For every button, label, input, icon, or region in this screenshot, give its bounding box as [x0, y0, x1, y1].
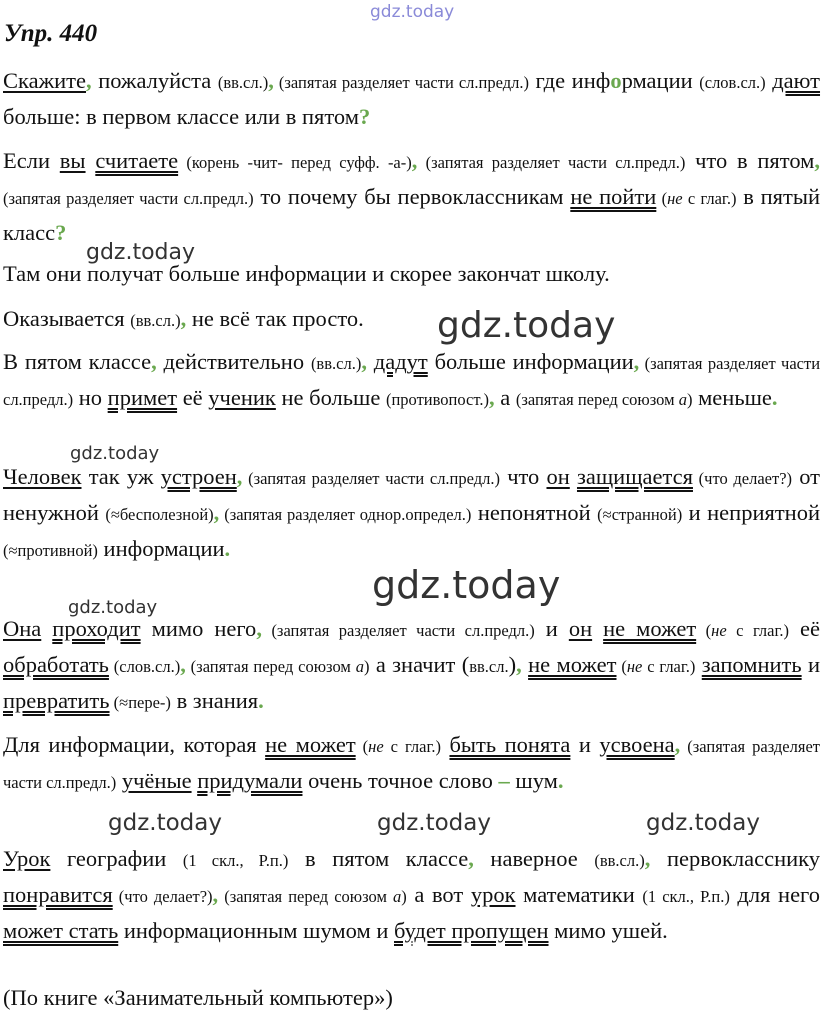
- comma-mark: ,: [213, 500, 220, 525]
- note: (≈противной): [3, 541, 98, 560]
- text: не всё так просто: [186, 306, 359, 331]
- note: (: [355, 737, 369, 756]
- watermark: gdz.today: [68, 597, 158, 618]
- period-mark: .: [557, 768, 564, 793]
- comma-mark: ,: [674, 732, 681, 757]
- text: непонятной: [471, 500, 598, 525]
- word: Скажите: [3, 68, 86, 93]
- subject: вы: [59, 148, 86, 173]
- note: (слов.сл.): [108, 657, 181, 676]
- text: меньше: [692, 385, 772, 410]
- text: мимо него: [140, 616, 257, 641]
- note: с глаг.): [383, 737, 441, 756]
- note: (что делает?): [692, 469, 793, 488]
- note: не: [711, 621, 727, 640]
- comma-mark: ,: [814, 148, 820, 173]
- note: (1 скл., Р.п.): [182, 851, 289, 870]
- comma-mark: ,: [633, 349, 640, 374]
- comma-mark: ,: [212, 882, 219, 907]
- note: (≈странной): [597, 505, 683, 524]
- text: действительно: [156, 349, 311, 374]
- comma-mark: ,: [516, 652, 522, 677]
- comma-mark: ,: [361, 349, 367, 374]
- watermark: gdz.today: [437, 305, 616, 346]
- predicate: не может: [603, 616, 697, 641]
- text: информационным шумом и: [118, 918, 394, 943]
- letter-mark: о: [610, 68, 622, 93]
- comma-mark: ,: [268, 68, 274, 93]
- dash-mark: –: [498, 768, 510, 793]
- text: В пятом классе: [3, 349, 152, 374]
- predicate: придумали: [197, 768, 303, 793]
- note: (запятая перед союзом: [515, 390, 679, 409]
- paragraph-3: Там они получат больше информации и скорее закончат школу.: [3, 261, 610, 286]
- note: (вв.сл.): [217, 73, 269, 92]
- note: (вв.сл.): [594, 851, 645, 870]
- comma-mark: ,: [86, 68, 92, 93]
- paragraph-9: [3, 842, 820, 948]
- watermark: gdz.today: [70, 443, 160, 464]
- note: а: [393, 887, 402, 906]
- text: в пятом классе: [288, 846, 469, 871]
- text: но: [73, 385, 108, 410]
- note: (запятая разделяет части сл.предл.): [417, 153, 686, 172]
- space: [86, 148, 96, 173]
- text: её: [789, 616, 820, 641]
- text: Если: [3, 148, 60, 173]
- note: (запятая разделяет части сл.предл.): [3, 354, 821, 409]
- paragraph-8: [3, 728, 820, 800]
- paragraph-7: [3, 612, 820, 720]
- subject: ученик: [208, 385, 276, 410]
- subject: Она: [3, 616, 42, 641]
- predicate: превратить: [3, 688, 110, 713]
- paragraph-2: [3, 144, 820, 250]
- text: Оказывается: [3, 306, 131, 331]
- note: а: [678, 390, 687, 409]
- note: (запятая перед союзом: [218, 887, 394, 906]
- text: для него: [729, 882, 820, 907]
- text: шум: [509, 768, 558, 793]
- note: (1 скл., Р.п.): [642, 887, 730, 906]
- note: (: [696, 621, 712, 640]
- text: наверное: [473, 846, 595, 871]
- predicate: дают: [772, 68, 821, 93]
- text: что в пятом: [685, 148, 815, 173]
- note: (что делает?): [112, 887, 213, 906]
- subject: он: [546, 464, 570, 489]
- question-mark: ?: [55, 220, 67, 245]
- predicate: быть понята: [449, 732, 571, 757]
- subject: Человек: [3, 464, 82, 489]
- text: ): [508, 652, 517, 677]
- paragraph-5: [3, 345, 820, 417]
- note: (≈бесполезной): [105, 505, 214, 524]
- note: (вв.сл.): [130, 311, 181, 330]
- watermark: gdz.today: [646, 810, 760, 836]
- text: больше информации: [427, 349, 634, 374]
- predicate: считаете: [95, 148, 179, 173]
- period-mark: .: [224, 536, 231, 561]
- subject: урок: [470, 882, 516, 907]
- period: .: [358, 306, 364, 331]
- text: пожалуйста: [91, 68, 218, 93]
- question-mark: ?: [358, 104, 371, 129]
- text: где инф: [528, 68, 611, 93]
- note: ): [401, 887, 407, 906]
- note: а: [355, 657, 364, 676]
- paragraph-4: [3, 302, 820, 338]
- note: с глаг.): [726, 621, 790, 640]
- watermark: gdz.today: [372, 563, 561, 607]
- note: с глаг.): [682, 189, 737, 208]
- exercise-title: Упр. 440: [4, 20, 98, 47]
- text: первокласснику: [650, 846, 821, 871]
- note: (запятая разделяет однор.определ.): [219, 505, 472, 524]
- text: больше: в первом классе или в пятом: [3, 104, 359, 129]
- text: не больше: [275, 385, 386, 410]
- paragraph-1: [3, 64, 820, 134]
- text: и: [570, 732, 600, 757]
- subject: учёные: [121, 768, 192, 793]
- subject: он: [568, 616, 593, 641]
- text: и: [534, 616, 569, 641]
- text: информации: [97, 536, 225, 561]
- comma-mark: ,: [644, 846, 651, 871]
- text: то почему бы первоклассникам: [253, 184, 571, 209]
- note: не: [626, 657, 643, 676]
- predicate: проходит: [52, 616, 141, 641]
- note: (запятая разделяет части сл.предл.): [273, 73, 529, 92]
- space: [41, 616, 52, 641]
- space: [570, 464, 577, 489]
- text: географии: [50, 846, 183, 871]
- text: её: [177, 385, 209, 410]
- note: ): [686, 390, 693, 409]
- predicate: не может: [528, 652, 617, 677]
- note: (запятая разделяет части сл.предл.): [3, 189, 254, 208]
- predicate: запомнить: [701, 652, 802, 677]
- text: в знания: [170, 688, 259, 713]
- comma-mark: ,: [236, 464, 243, 489]
- predicate: устроен: [160, 464, 237, 489]
- note: (противопост.): [385, 390, 489, 409]
- watermark: gdz.today: [377, 810, 491, 836]
- text: а: [494, 385, 516, 410]
- subject: Урок: [3, 846, 51, 871]
- predicate: может стать: [3, 918, 119, 943]
- text: очень точное слово: [302, 768, 499, 793]
- text: что: [500, 464, 547, 489]
- period-mark: .: [258, 688, 264, 713]
- text: Для информации, которая: [3, 732, 266, 757]
- predicate: обработать: [3, 652, 109, 677]
- watermark: gdz.today: [108, 810, 222, 836]
- text: и неприятной: [682, 500, 821, 525]
- note: (корень -чит- перед суфф. -а-): [178, 153, 412, 172]
- note: (: [656, 189, 668, 208]
- predicate: понравится: [3, 882, 113, 907]
- text: и: [801, 652, 821, 677]
- watermark: gdz.today: [86, 240, 196, 265]
- comma-mark: ,: [151, 349, 157, 374]
- comma-mark: ,: [411, 148, 418, 173]
- space: [592, 616, 603, 641]
- predicate: не может: [265, 732, 356, 757]
- predicate: будет пропущен: [394, 918, 549, 943]
- text: а вот: [406, 882, 471, 907]
- comma-mark: ,: [180, 652, 186, 677]
- note: (≈пере-): [109, 693, 171, 712]
- text: математики: [515, 882, 643, 907]
- note: (запятая разделяет части сл.предл.): [261, 621, 535, 640]
- note: не: [368, 737, 384, 756]
- watermark-top: gdz.today: [370, 2, 455, 22]
- period-mark: .: [771, 385, 778, 410]
- text: так уж: [81, 464, 161, 489]
- note: (: [616, 657, 627, 676]
- note: ): [363, 657, 370, 676]
- source-citation: (По книге «Занимательный компьютер»): [3, 985, 393, 1010]
- paragraph-6: [3, 460, 820, 568]
- text: от ненужной: [3, 464, 820, 525]
- note: не: [667, 189, 683, 208]
- note: (запятая разделяет части сл.предл.): [242, 469, 500, 488]
- predicate: не пойти: [570, 184, 657, 209]
- note: вв.сл.: [469, 657, 509, 676]
- predicate: усвоена: [599, 732, 675, 757]
- comma-mark: ,: [180, 306, 187, 331]
- note: (запятая перед союзом: [185, 657, 356, 676]
- text: в пятый класс: [3, 184, 820, 245]
- predicate: дадут: [373, 349, 428, 374]
- comma-mark: ,: [488, 385, 495, 410]
- predicate: защищается: [576, 464, 693, 489]
- note: с глаг.): [642, 657, 696, 676]
- text: рмации: [621, 68, 700, 93]
- note: (вв.сл.): [310, 354, 362, 373]
- text: а значит (: [369, 652, 470, 677]
- note: (запятая разделяет части сл.предл.): [3, 737, 820, 792]
- note: (слов.сл.): [699, 73, 766, 92]
- predicate: примет: [107, 385, 178, 410]
- comma-mark: ,: [256, 616, 262, 641]
- text: мимо ушей.: [548, 918, 668, 943]
- comma-mark: ,: [468, 846, 474, 871]
- space: [367, 349, 374, 374]
